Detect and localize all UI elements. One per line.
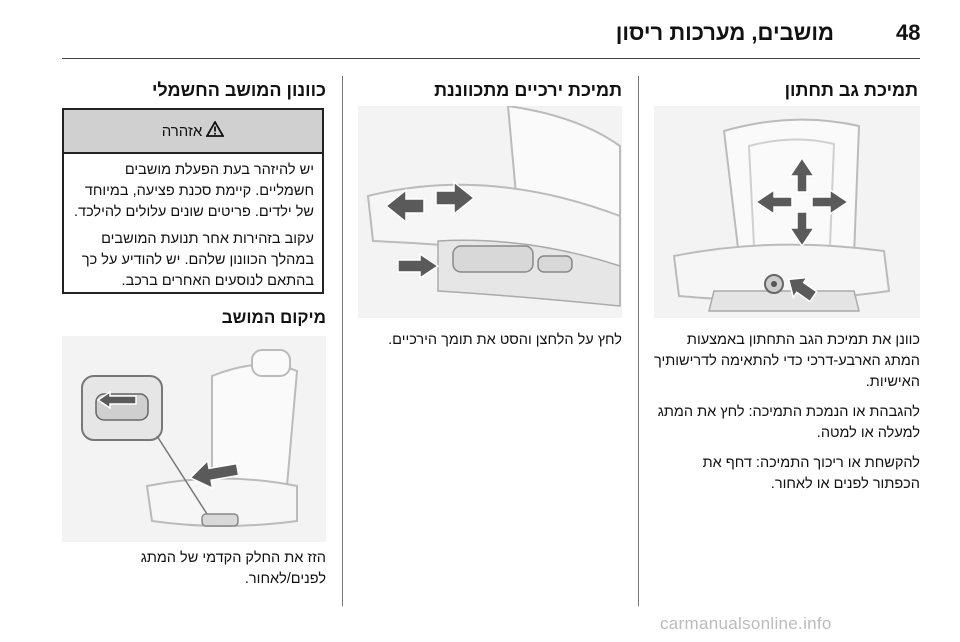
- column-divider: [342, 76, 343, 606]
- thigh-support-illustration: [358, 106, 622, 318]
- thigh-support-caption: לחץ על הלחצן והסט את תומך הירכיים.: [388, 332, 622, 348]
- warning-label: אזהרה: [161, 122, 203, 140]
- warning-triangle-icon: [206, 121, 224, 141]
- power-seat-heading: כוונון המושב החשמלי: [151, 80, 326, 100]
- page-number: 48: [896, 20, 921, 45]
- seat-position-caption: הזז את החלק הקדמי של המתג לפנים/לאחור.: [140, 550, 326, 587]
- page-title: מושבים, מערכות ריסון: [615, 20, 834, 45]
- lumbar-support-illustration: [654, 106, 920, 318]
- lumbar-support-text: כוונן את תמיכת הגב התחתון באמצעות המתג הארבע-דרכי כדי להתאימה לדרישותיך האישיות. להגבהת או הנמכת התמיכה: לחץ את המתג למעלה או למטה. להקשחת או ריכוך התמיכה: דחף את הכפתור לפנים או לאחור.: [654, 332, 920, 492]
- lumbar-support-heading: תמיכת גב תחתון: [784, 80, 918, 100]
- thigh-support-heading: תמיכת ירכיים מתכווננת: [434, 80, 622, 100]
- warning-header: [64, 110, 322, 154]
- watermark: carmanualsonline.info: [660, 614, 832, 633]
- seat-position-illustration: [62, 336, 326, 542]
- column-divider: [638, 76, 639, 606]
- warning-text: יש להיזהר בעת הפעלת מושבים חשמליים. קיימת סכנת פציעה, במיוחד של ילדים. פריטים שונים עלולים להילכד. עקוב בזהירות אחר תנועת המושבים במהלך הכוונון שלהם. יש להודיע על כך בהתאם לנוסעים האחרים ברכב.: [74, 162, 314, 289]
- seat-position-subheading: מיקום המושב: [221, 308, 326, 327]
- header-divider: [62, 58, 920, 59]
- warning-box: [62, 108, 324, 294]
